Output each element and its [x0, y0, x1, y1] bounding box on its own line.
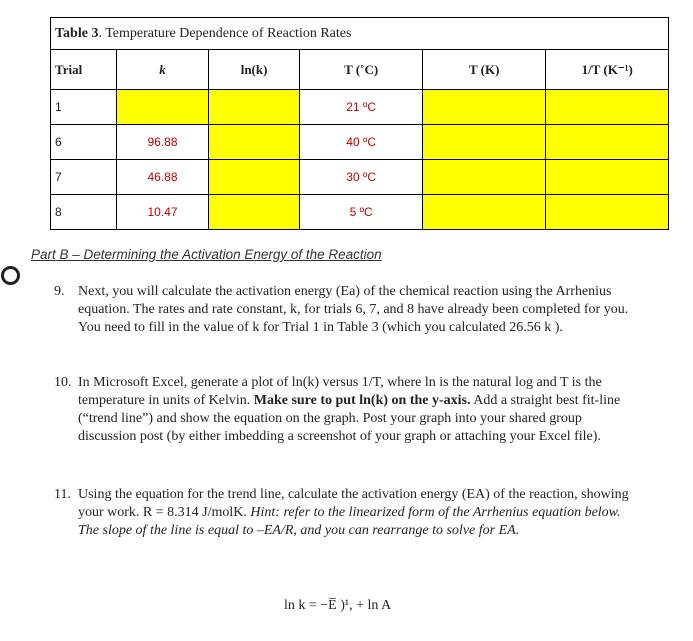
k-cell: 96.88: [117, 125, 209, 160]
table-row: [51, 195, 669, 230]
header-temp-k: T (K): [422, 50, 546, 90]
trial-cell: 1: [51, 90, 117, 125]
table-row: [51, 90, 669, 125]
header-temp-c: T (˚C): [300, 50, 422, 90]
table-3: [50, 17, 669, 230]
lnk-cell[interactable]: [208, 160, 300, 195]
inverse-t-cell[interactable]: [546, 160, 669, 195]
trial-cell: 6: [51, 125, 117, 160]
trial-cell: 7: [51, 160, 117, 195]
k-cell: 46.88: [117, 160, 209, 195]
inverse-t-cell[interactable]: [546, 195, 669, 230]
arrhenius-equation: ln k = −E̅ )¹, + ln A: [284, 598, 392, 613]
lnk-cell[interactable]: [208, 125, 300, 160]
table-row: [51, 160, 669, 195]
table-row: [51, 125, 669, 160]
item-number: 10.: [54, 375, 72, 390]
instruction-item-10: [54, 374, 639, 446]
caption-text: . Temperature Dependence of Reaction Rates: [98, 25, 352, 41]
item-number: 9.: [54, 284, 65, 299]
instruction-item-11: [54, 486, 639, 540]
trial-cell: 8: [51, 195, 117, 230]
lnk-cell[interactable]: [208, 195, 300, 230]
header-lnk: ln(k): [208, 50, 300, 90]
temp-k-cell[interactable]: [422, 195, 546, 230]
temp-c-cell: 5 ºC: [300, 195, 422, 230]
inverse-t-cell[interactable]: [546, 90, 669, 125]
item-number: 11.: [54, 487, 71, 502]
header-trial: Trial: [51, 50, 117, 90]
inverse-t-cell[interactable]: [546, 125, 669, 160]
temp-c-cell: 21 ºC: [300, 90, 422, 125]
item-text: In Microsoft Excel, generate a plot of ln(k) versus 1/T, where ln is the natural log and T is the temperature in units of Kelvin. Make sure to put ln(k) on the y-axis. Add a straight best fit-line (“trend line”) and show the equation on the graph. Post your graph into your shared group discussion post (by either imbedding a screenshot of your graph or attaching your Excel file).: [78, 375, 621, 444]
table-caption: [51, 18, 669, 50]
caption-label: Table 3: [55, 25, 99, 41]
header-k: k: [117, 50, 209, 90]
temp-k-cell[interactable]: [422, 160, 546, 195]
item-text: Next, you will calculate the activation energy (Ea) of the chemical reaction using the Arrhenius equation. The rates and rate constant, k, for trials 6, 7, and 8 have already been completed for you. You need to fill in the value of k for Trial 1 in Table 3 (which you calculated 26.56 k ).: [78, 284, 629, 335]
temp-c-cell: 40 ºC: [300, 125, 422, 160]
item-text: Using the equation for the trend line, calculate the activation energy (EA) of the reaction, showing your work. R = 8.314 J/molK. Hint: refer to the linearized form of the Arrhenius equation below. The slope of the line is equal to –EA/R, and you can rearrange to solve for EA.: [78, 487, 629, 538]
k-cell: 10.47: [117, 195, 209, 230]
k-cell[interactable]: [117, 90, 209, 125]
temp-k-cell[interactable]: [422, 90, 546, 125]
temp-c-cell: 30 ºC: [300, 160, 422, 195]
radio-circle-icon[interactable]: [1, 266, 20, 285]
lnk-cell[interactable]: [208, 90, 300, 125]
section-title: Part B – Determining the Activation Energy of the Reaction: [31, 247, 382, 262]
instruction-item-9: [54, 283, 639, 337]
temp-k-cell[interactable]: [422, 125, 546, 160]
header-inverse-t: 1/T (K⁻¹): [546, 50, 669, 90]
